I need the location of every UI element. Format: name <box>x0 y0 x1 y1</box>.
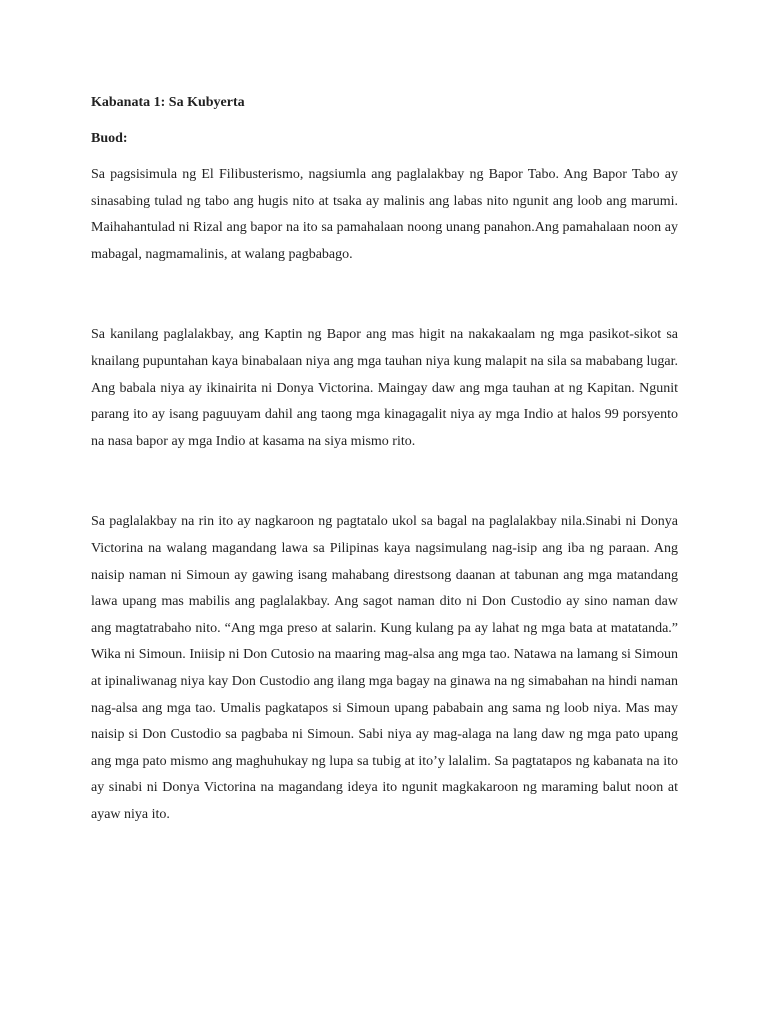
paragraph-1: Sa pagsisimula ng El Filibusterismo, nagsiumla ang paglalakbay ng Bapor Tabo. Ang Bapor Tabo ay sinasabing tulad ng tabo ang hugis nito at tsaka ay malinis ang labas nito ngunit ang loob ang marumi. Maihahantulad ni Rizal ang bapor na ito sa pamahalaan noong unang panahon.Ang pamahalaan noon ay mabagal, nagmamalinis, at walang pagbabago. <box>91 167 678 262</box>
paragraph-2: Sa kanilang paglalakbay, ang Kaptin ng Bapor ang mas higit na nakakaalam ng mga pasikot-sikot sa knailang pupuntahan kaya binabalaan niya ang mga tauhan niya kung malapit na sila sa mababang lugar. Ang babala niya ay ikinairita ni Donya Victorina. Maingay daw ang mga tauhan at ng Kapitan. Ngunit parang ito ay isang paguuyam dahil ang taong mga kinagagalit niya ay mga Indio at halos 99 porsyento na nasa bapor ay mga Indio at kasama na siya mismo rito. <box>91 327 678 449</box>
document-body <box>91 90 678 828</box>
paragraph-3: Sa paglalakbay na rin ito ay nagkaroon ng pagtatalo ukol sa bagal na paglalakbay nila.Sinabi ni Donya Victorina na walang magandang lawa sa Pilipinas kaya nagsimulang nag-isip ang iba ng paraan. Ang naisip naman ni Simoun ay gawing isang mahabang direstsong daanan at tabunan ang mga matandang lawa upang mas mabilis ang paglalakbay. Ang sagot naman dito ni Don Custodio ay sino naman daw ang magtatrabaho nito. “Ang mga preso at salarin. Kung kulang pa ay lahat ng mga bata at matatanda.” Wika ni Simoun. Iniisip ni Don Cutosio na maaring mag-alsa ang mga tao. Natawa na lamang si Simoun at ipinaliwanag niya kay Don Custodio ang ilang mga bagay na ginawa na ng simabahan na hindi naman nag-alsa ang mga tao. Umalis pagkatapos si Simoun upang pababain ang sama ng loob niya. Mas may naisip si Don Custodio sa pagbaba ni Simoun. Sabi niya ay mag-alaga na lang daw ng mga pato upang ang mga pato mismo ang maghuhukay ng lupa sa tubig at ito’y lalalim. Sa pagtatapos ng kabanata na ito ay sinabi ni Donya Victorina na magandang ideya ito ngunit magkakaroon ng maraming balut noon at ayaw niya ito. <box>91 514 678 822</box>
chapter-title: Kabanata 1: Sa Kubyerta <box>91 95 245 110</box>
summary-heading: Buod: <box>91 131 128 146</box>
